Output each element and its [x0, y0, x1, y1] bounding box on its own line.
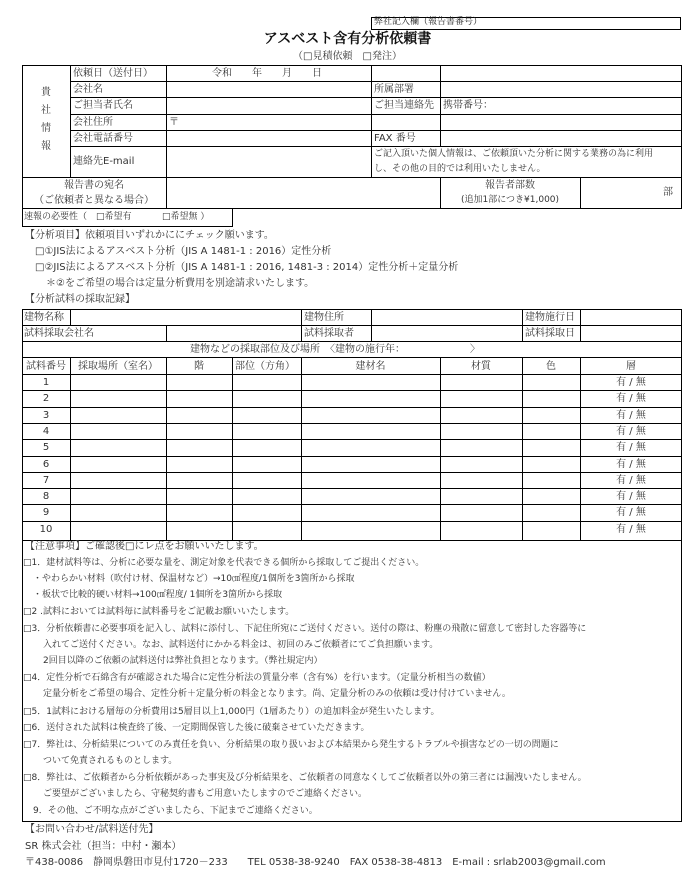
client-section-label-2: 社 — [41, 105, 51, 116]
person-name-field[interactable] — [167, 98, 371, 113]
company-name-field[interactable] — [167, 82, 371, 97]
location-cell[interactable] — [71, 505, 166, 520]
floor-cell[interactable] — [167, 440, 232, 455]
analysis-items-heading: 【分析項目】依頼項目いずれかににチェック願います。 — [25, 230, 274, 241]
location-cell[interactable] — [71, 375, 166, 390]
material-cell[interactable] — [441, 440, 522, 455]
layer-toggle[interactable]: 有 / 無 — [616, 459, 646, 470]
floor-cell[interactable] — [167, 408, 232, 423]
contact-label: ご担当連絡先 — [374, 100, 434, 111]
building-address-field[interactable] — [372, 310, 522, 325]
material-cell[interactable] — [441, 457, 522, 472]
color-cell[interactable] — [523, 375, 580, 390]
part-cell[interactable] — [233, 473, 301, 488]
part-cell[interactable] — [233, 424, 301, 439]
part-cell[interactable] — [233, 522, 301, 537]
floor-cell[interactable] — [167, 391, 232, 406]
location-cell[interactable] — [71, 408, 166, 423]
fax-field[interactable] — [441, 131, 681, 146]
sample-number: 6 — [42, 459, 50, 470]
material-name-cell[interactable] — [302, 505, 440, 520]
note-checkbox-item[interactable]: □2 .試料においては試料毎に試料番号をご記載お願いいたします。 — [23, 607, 295, 617]
sampling-date-field[interactable] — [581, 326, 681, 341]
note-checkbox-item[interactable]: □7．弊社は、分析結果についてのみ責任を負い、分析結果の取り扱いおよび本結果から発生するトラブルや損害などの一切の問題に — [23, 740, 559, 750]
column-header-sample-no: 試料番号 — [26, 361, 66, 372]
company-name-label: 会社名 — [73, 84, 103, 95]
location-cell[interactable] — [71, 391, 166, 406]
client-section-label-4: 報 — [41, 141, 51, 152]
sample-number: 9 — [42, 507, 50, 518]
sample-number: 10 — [39, 524, 53, 535]
request-date-field[interactable]: 令和 年 月 日 — [212, 68, 322, 79]
building-name-field[interactable] — [71, 310, 301, 325]
sampling-company-field[interactable] — [167, 326, 301, 341]
floor-cell[interactable] — [167, 473, 232, 488]
color-cell[interactable] — [523, 473, 580, 488]
sampling-heading: 【分析試料の採取記録】 — [25, 294, 135, 305]
client-section-label-3: 情 — [41, 123, 51, 134]
column-header-part: 部位（方角） — [235, 361, 295, 372]
report-addressee-field[interactable] — [167, 178, 440, 208]
sample-number: 2 — [42, 393, 50, 404]
urgent-report-label: 速報の必要性（ — [24, 212, 88, 222]
notes-heading: 【注意事項】ご確認後□にレ点をお願いいたします。 — [25, 541, 264, 552]
material-name-cell[interactable] — [302, 424, 440, 439]
material-name-cell[interactable] — [302, 473, 440, 488]
sample-number: 4 — [42, 426, 50, 437]
analysis-note: ＊②をご希望の場合は定量分析費用を別途請求いたします。 — [46, 278, 315, 289]
floor-cell[interactable] — [167, 375, 232, 390]
material-cell[interactable] — [441, 424, 522, 439]
report-addressee-label-2: （ご依頼者と異なる場合） — [34, 195, 154, 206]
contact-heading: 【お問い合わせ/試料送付先】 — [25, 824, 159, 835]
location-cell[interactable] — [71, 522, 166, 537]
sample-number: 7 — [42, 475, 50, 486]
color-cell[interactable] — [523, 457, 580, 472]
material-name-cell[interactable] — [302, 391, 440, 406]
layer-toggle[interactable]: 有 / 無 — [616, 410, 646, 421]
company-address-label: 会社住所 — [73, 117, 113, 128]
construction-date-field[interactable] — [581, 310, 681, 325]
material-cell[interactable] — [441, 522, 522, 537]
sampling-date-label: 試料採取日 — [525, 328, 575, 339]
color-cell[interactable] — [523, 489, 580, 504]
report-addressee-label-1: 報告書の宛名 — [64, 180, 124, 191]
note-line: ・やわらかい材料（吹付け材、保温材など）→10㎠程度/1個所を3箇所から採取 — [33, 574, 355, 584]
column-header-material: 材質 — [471, 361, 491, 372]
part-cell[interactable] — [233, 408, 301, 423]
part-cell[interactable] — [233, 391, 301, 406]
note-checkbox-item[interactable]: □8．弊社は、ご依頼者から分析依頼があった事実及び分析結果を、ご依頼者の同意なくしてご依頼者以外の第三者には漏洩いたしません。 — [23, 773, 587, 783]
layer-toggle[interactable]: 有 / 無 — [616, 475, 646, 486]
material-name-cell[interactable] — [302, 408, 440, 423]
report-copies-unit: 部 — [663, 187, 673, 198]
color-cell[interactable] — [523, 440, 580, 455]
contact-address: 〒438-0086 静岡県磐田市見付1720－233 TEL 0538-38-9240 FAX 0538-38-4813 E-mail : srlab2003@gmail.com — [25, 857, 606, 868]
color-cell[interactable] — [523, 391, 580, 406]
material-cell[interactable] — [441, 375, 522, 390]
location-header: 建物などの採取部位及び場所 〈建物の施行年： 〉 — [190, 344, 480, 355]
sample-number: 8 — [42, 491, 50, 502]
note-checkbox-item[interactable]: □4．定性分析で石綿含有が確認された場合に定性分析法の質量分率（含有%）を行います。（定量分析相当の数値） — [23, 673, 491, 683]
location-cell[interactable] — [71, 489, 166, 504]
floor-cell[interactable] — [167, 522, 232, 537]
urgent-no-checkbox[interactable]: □希望無 ） — [162, 212, 210, 222]
building-name-label: 建物名称 — [24, 312, 64, 323]
color-cell[interactable] — [523, 424, 580, 439]
column-header-material-name: 建材名 — [355, 361, 386, 372]
email-label: 連絡先E-mail — [73, 156, 135, 167]
analysis-option-2-checkbox[interactable]: □②JIS法によるアスベスト分析（JIS A 1481-1 : 2016, 1481-3 : 2014）定性分析＋定量分析 — [35, 262, 459, 273]
material-cell[interactable] — [441, 473, 522, 488]
floor-cell[interactable] — [167, 424, 232, 439]
column-header-color: 色 — [546, 361, 556, 372]
department-field[interactable] — [441, 82, 681, 97]
layer-toggle[interactable]: 有 / 無 — [616, 377, 646, 388]
note-line: ・板状で比較的硬い材料→100㎠程度/ 1個所を3箇所から採取 — [33, 590, 283, 600]
note-checkbox-item[interactable]: □6．送付された試料は検査終了後、一定期間保管した後に破棄させていただきます。 — [23, 723, 370, 733]
sampler-field[interactable] — [372, 326, 522, 341]
part-cell[interactable] — [233, 440, 301, 455]
note-line: ついて免責されるものとします。 — [43, 756, 178, 766]
color-cell[interactable] — [523, 408, 580, 423]
material-cell[interactable] — [441, 505, 522, 520]
floor-cell[interactable] — [167, 457, 232, 472]
company-address-field[interactable]: 〒 — [169, 117, 179, 128]
material-name-cell[interactable] — [302, 457, 440, 472]
note-checkbox-item[interactable]: □5．1試料における層毎の分析費用は5層目以上1,000円（1層あたり）の追加料金が発生いたします。 — [23, 707, 440, 717]
location-cell[interactable] — [71, 457, 166, 472]
material-cell[interactable] — [441, 489, 522, 504]
part-cell[interactable] — [233, 375, 301, 390]
construction-date-label: 建物施行日 — [525, 312, 575, 323]
layer-toggle[interactable]: 有 / 無 — [616, 442, 646, 453]
material-name-cell[interactable] — [302, 375, 440, 390]
location-cell[interactable] — [71, 440, 166, 455]
department-label: 所属部署 — [374, 84, 414, 95]
column-header-location: 採取場所（室名） — [78, 361, 158, 372]
sampler-label: 試料採取者 — [304, 328, 354, 339]
request-type-options[interactable]: （□見積依頼 □発注） — [293, 51, 402, 62]
color-cell[interactable] — [523, 522, 580, 537]
note-line: 2回目以降のご依頼の試料送付は弊社負担となります。（弊社規定内） — [43, 656, 323, 666]
layer-toggle[interactable]: 有 / 無 — [616, 426, 646, 437]
floor-cell[interactable] — [167, 505, 232, 520]
layer-toggle[interactable]: 有 / 無 — [616, 491, 646, 502]
privacy-notice-line1: ご記入頂いた個人情報は、ご依頼頂いた分析に関する業務の為に利用 — [374, 149, 654, 159]
note-line: 9．その他、ご不明な点がございましたら、下記までご連絡ください。 — [33, 806, 318, 816]
note-line: 定量分析をご希望の場合、定性分析＋定量分析の料金となります。尚、定量分析のみの依頼は受け付けていません。 — [43, 689, 511, 699]
person-name-label: ご担当者氏名 — [73, 100, 133, 111]
mobile-number-field[interactable]: 携帯番号： — [443, 100, 493, 111]
layer-toggle[interactable]: 有 / 無 — [616, 524, 646, 535]
column-header-layer: 層 — [626, 361, 636, 372]
company-phone-label: 会社電話番号 — [73, 133, 133, 144]
office-use-label: 弊社記入欄（報告書番号） — [374, 17, 483, 27]
material-cell[interactable] — [441, 391, 522, 406]
floor-cell[interactable] — [167, 489, 232, 504]
note-line: ご要望がございましたら、守秘契約書もご用意いたしますのでご連絡ください。 — [43, 789, 368, 799]
analysis-option-1-checkbox[interactable]: □①JIS法によるアスベスト分析（JIS A 1481-1 : 2016）定性分析 — [35, 246, 332, 257]
note-checkbox-item[interactable]: □3．分析依頼書に必要事項を記入し、試料に添付し、下記住所宛にご送付ください。送付の際は、粉塵の飛散に留意して密封した容器等に — [23, 624, 587, 634]
sampling-company-label: 試料採取会社名 — [24, 328, 94, 339]
sample-number: 5 — [42, 442, 50, 453]
request-date-label: 依頼日（送付日） — [73, 68, 153, 79]
part-cell[interactable] — [233, 505, 301, 520]
fax-label: FAX 番号 — [374, 133, 416, 144]
column-header-floor: 階 — [194, 361, 204, 372]
note-checkbox-item[interactable]: □1．建材試料等は、分析に必要な量を、測定対象を代表できる個所から採取してご提出ください。 — [23, 558, 425, 568]
material-name-cell[interactable] — [302, 522, 440, 537]
part-cell[interactable] — [233, 457, 301, 472]
page-title: アスベスト含有分析依頼書 — [263, 31, 432, 47]
layer-toggle[interactable]: 有 / 無 — [616, 393, 646, 404]
urgent-yes-checkbox[interactable]: □希望有 — [96, 212, 132, 222]
material-name-cell[interactable] — [302, 440, 440, 455]
sample-number: 1 — [42, 377, 50, 388]
client-section-label-1: 貴 — [41, 87, 51, 98]
email-field[interactable] — [167, 147, 371, 177]
note-line: 入れてご送付ください。なお、試料送付にかかる料金は、初回のみご依頼者にてご負担願います。 — [43, 640, 439, 650]
material-name-cell[interactable] — [302, 489, 440, 504]
contact-company: SR 株式会社（担当：中村・瀬本） — [25, 841, 182, 852]
report-copies-label-2: (追加1部につき¥1,000) — [460, 195, 560, 205]
location-cell[interactable] — [71, 473, 166, 488]
privacy-notice-line2: し、その他の目的では利用いたしません。 — [374, 164, 546, 174]
report-copies-label-1: 報告者部数 — [485, 180, 535, 191]
building-address-label: 建物住所 — [304, 312, 344, 323]
sample-number: 3 — [42, 410, 50, 421]
company-phone-field[interactable] — [167, 131, 371, 146]
material-cell[interactable] — [441, 408, 522, 423]
part-cell[interactable] — [233, 489, 301, 504]
layer-toggle[interactable]: 有 / 無 — [616, 507, 646, 518]
color-cell[interactable] — [523, 505, 580, 520]
location-cell[interactable] — [71, 424, 166, 439]
